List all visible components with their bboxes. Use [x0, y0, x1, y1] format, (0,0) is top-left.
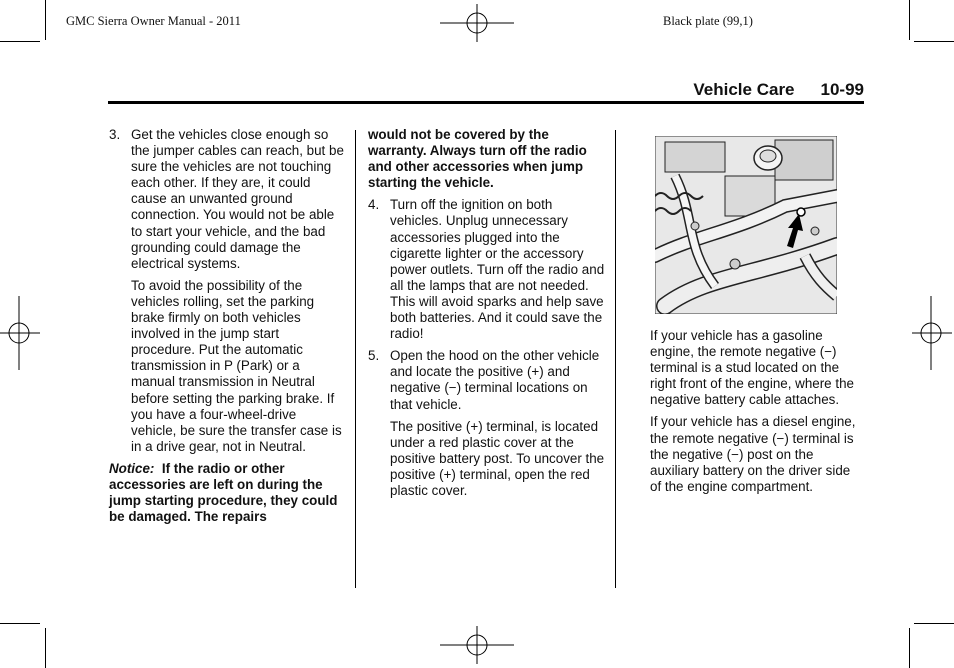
notice-continued: would not be covered by the warranty. Always turn off the radio and other accessories when jump starting the vehicle. [368, 127, 587, 191]
step-number: 4. [368, 197, 380, 213]
step-paragraph: The positive (+) terminal, is located under a red plastic cover at the positive battery post. To uncover the positive (+) terminal, open the red plastic cover. [390, 418, 605, 498]
column-1 [109, 127, 345, 531]
manual-title: GMC Sierra Owner Manual - 2011 [66, 14, 241, 28]
crop-mark [909, 0, 910, 40]
plate-label: Black plate (99,1) [663, 14, 753, 28]
step-text: Turn off the ignition on both vehicles. Unplug unnecessary accessories plugged into the cigarette lighter or the accessory power outlets. Turn off the radio and all the lamps that are not needed. This will avoid sparks and help save both batteries. And it could save the radio! [390, 197, 605, 342]
crop-mark [45, 628, 46, 668]
column-3 [650, 328, 864, 501]
notice-label: Notice: [109, 460, 155, 476]
registration-mark-icon [912, 296, 952, 370]
section-title: Vehicle Care [693, 80, 795, 99]
diesel-paragraph: If your vehicle has a diesel engine, the remote negative (−) terminal is the negative (−) post on the auxiliary battery on the driver side of the engine compartment. [650, 414, 856, 494]
notice [109, 461, 345, 525]
step-text: Open the hood on the other vehicle and locate the positive (+) and negative (−) terminal locations on that vehicle. [390, 348, 600, 412]
crop-mark [914, 623, 954, 624]
column-divider [355, 130, 356, 588]
crop-mark [0, 41, 40, 42]
notice-text: If the radio or other accessories are left on during the jump starting procedure, they could be damaged. The repairs [109, 460, 338, 525]
step-number: 3. [109, 127, 121, 142]
registration-mark-icon [440, 4, 514, 42]
registration-mark-icon [0, 296, 40, 370]
step-text: Get the vehicles close enough so the jumper cables can reach, but be sure the vehicles are not touching each other. If they are, it could cause an unwanted ground connection. You would not be able to start your vehicle, and the bad grounding could damage the electrical systems. [131, 127, 344, 271]
step-5 [368, 348, 605, 412]
column-2 [368, 127, 605, 505]
header-rule [108, 101, 864, 104]
step-number: 5. [368, 348, 380, 364]
crop-mark [45, 0, 46, 40]
step-3 [109, 127, 345, 272]
step-4 [368, 197, 605, 342]
step-paragraph: To avoid the possibility of the vehicles rolling, set the parking brake firmly on both vehicles involved in the jump start procedure. Put the automatic transmission in P (Park) or a manual transmission in Neutral before setting the parking brake. If you have a four-wheel-drive vehicle, be sure the transfer case is in a drive gear, not in Neutral. [131, 277, 342, 454]
column-divider [615, 130, 616, 588]
page-title [693, 80, 864, 100]
engine-terminal-illustration [655, 136, 837, 314]
crop-mark [909, 628, 910, 668]
gasoline-paragraph: If your vehicle has a gasoline engine, the remote negative (−) terminal is a stud located on the right front of the engine, where the negative battery cable attaches. [650, 328, 854, 408]
registration-mark-icon [440, 626, 514, 664]
crop-mark [0, 623, 40, 624]
crop-mark [914, 41, 954, 42]
page-number: 10-99 [820, 80, 864, 99]
